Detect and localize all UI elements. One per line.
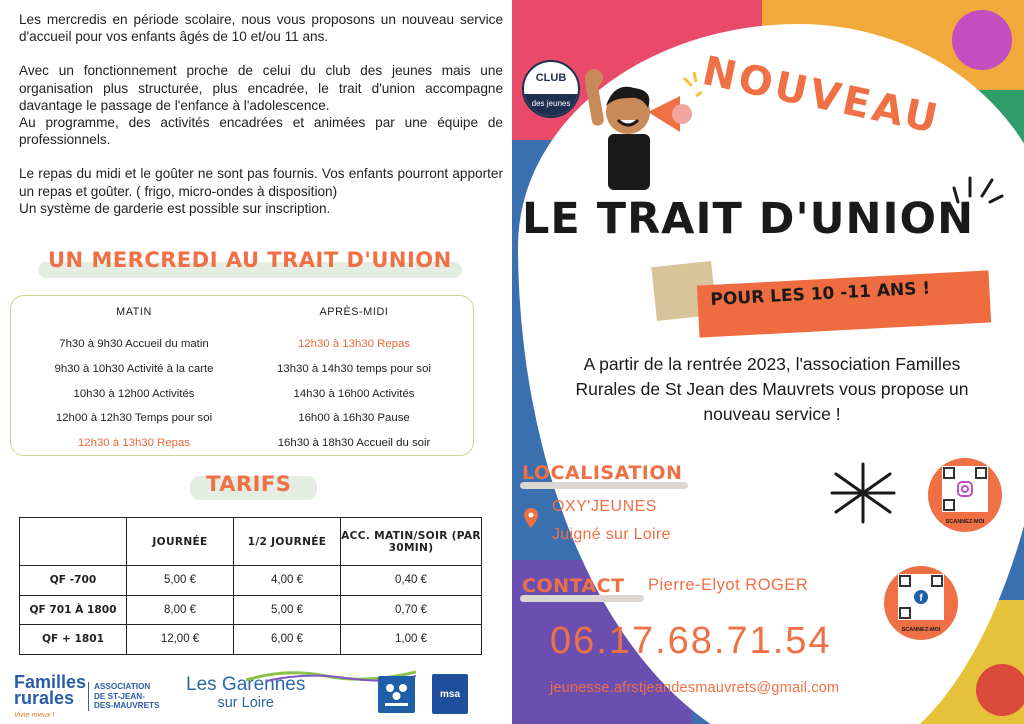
localisation-place: OXY'JEUNES [552,498,657,515]
association-name: ASSOCIATION DE ST-JEAN- DES-MAUVRETS [88,682,160,711]
table-cell: 5,00 € [127,566,234,596]
club-des-jeunes-logo: CLUB des jeunes [522,60,580,118]
table-cell: QF -700 [20,566,127,596]
afternoon-slot: 13h30 à 14h30 temps pour soi [277,362,431,375]
table-cell: 8,00 € [127,595,234,625]
table-header-cell [20,518,127,566]
morning-slot: 9h30 à 10h30 Activité à la carte [54,362,214,375]
age-banner-text: POUR LES 10 -11 ANS ! [710,278,931,310]
table-cell: QF + 1801 [20,625,127,655]
table-cell: 5,00 € [234,595,341,625]
table-cell: 1,00 € [341,625,482,655]
schedule-title: UN MERCREDI AU TRAIT D'UNION [48,248,452,272]
facebook-qr-code[interactable]: f SCANNEZ-MOI [884,566,958,640]
table-cell: QF 701 À 1800 [20,595,127,625]
cheering-kid-illustration [584,68,702,196]
afternoon-slot: 16h30 à 18h30 Accueil du soir [277,437,431,450]
email-address[interactable]: jeunesse.afrstjeandesmauvrets@gmail.com [550,680,840,696]
localisation-town: Juigné sur Loire [552,526,671,543]
table-row [20,595,482,625]
familles-rurales-logo: Familles rurales Vivre mieux ! [14,672,87,719]
partner-logos [0,664,512,724]
msa-logo: msa [432,674,468,714]
intro-paragraph-3: Au programme, des activités encadrées et animées par une équipe de professionnels. [19,115,503,148]
intro-paragraph-4: Le repas du midi et le goûter ne sont pas fournis. Vos enfants pourront apporter un repas et goûter. ( frigo, micro-ondes à disposition) [19,166,503,199]
phone-number[interactable]: 06.17.68.71.54 [550,620,832,662]
afternoon-column [239,306,469,456]
instagram-icon [942,466,988,512]
caf-people-icon [378,676,415,713]
morning-slot: 7h30 à 9h30 Accueil du matin [59,338,209,350]
morning-header: MATIN [116,306,152,318]
table-cell: 4,00 € [234,566,341,596]
contact-name: Pierre-Elyot ROGER [648,576,809,594]
afternoon-slot: 14h30 à 16h00 Activités [293,387,415,400]
table-cell: 12,00 € [127,625,234,655]
table-header-cell: 1/2 JOURNÉE [234,518,341,566]
tarifs-table [19,517,482,655]
morning-slot: 12h30 à 13h30 Repas [77,437,191,450]
intro-paragraph-1: Les mercredis en période scolaire, nous vous proposons un nouveau service d'accueil pour vos enfants âgés de 10 et/ou 11 ans. [19,12,503,45]
main-title: LE TRAIT D'UNION [522,194,975,244]
table-cell: 6,00 € [234,625,341,655]
tarifs-title: TARIFS [206,472,291,496]
location-pin-icon [524,508,538,528]
nouveau-heading: NOUVEAU [698,48,945,144]
asterisk-doodle-icon [830,462,896,524]
table-header-row [20,518,482,566]
table-cell: 0,70 € [341,595,482,625]
afternoon-slot: 12h30 à 13h30 Repas [297,338,411,350]
intro-text [19,11,503,234]
schedule-box [10,295,474,456]
table-row [20,625,482,655]
intro-paragraph-5: Un système de garderie est possible sur inscription. [19,200,331,216]
intro-paragraph-2: Avec un fonctionnement proche de celui du club des jeunes mais une organisation plus structurée, plus encadrée, le trait d'union accompagne davantage le passage de l'enfance à l'adolescence. [19,63,503,113]
table-header-cell: JOURNÉE [127,518,234,566]
svg-text:f: f [919,593,923,604]
afternoon-slot: 16h00 à 16h30 Pause [298,412,410,425]
afternoon-header: APRÈS-MIDI [319,306,389,318]
morning-slot: 10h30 à 12h00 Activités [73,387,195,400]
table-cell: 0,40 € [341,566,482,596]
description: A partir de la rentrée 2023, l'association Familles Rurales de St Jean des Mauvrets vous propose un nouveau service ! [575,354,969,424]
contact-heading: CONTACT [522,575,625,597]
caf-logo [378,676,415,713]
morning-column [19,306,249,456]
table-header-cell: ACC. MATIN/SOIR (PAR 30MIN) [341,518,482,566]
les-garennes-logo: Les Garennes sur Loire [186,676,305,712]
instagram-qr-code[interactable]: SCANNEZ-MOI [928,458,1002,532]
right-panel [512,0,1024,724]
morning-slot: 12h00 à 12h30 Temps pour soi [55,412,213,425]
localisation-heading: LOCALISATION [522,462,683,484]
facebook-icon [898,574,944,620]
table-row [20,566,482,596]
